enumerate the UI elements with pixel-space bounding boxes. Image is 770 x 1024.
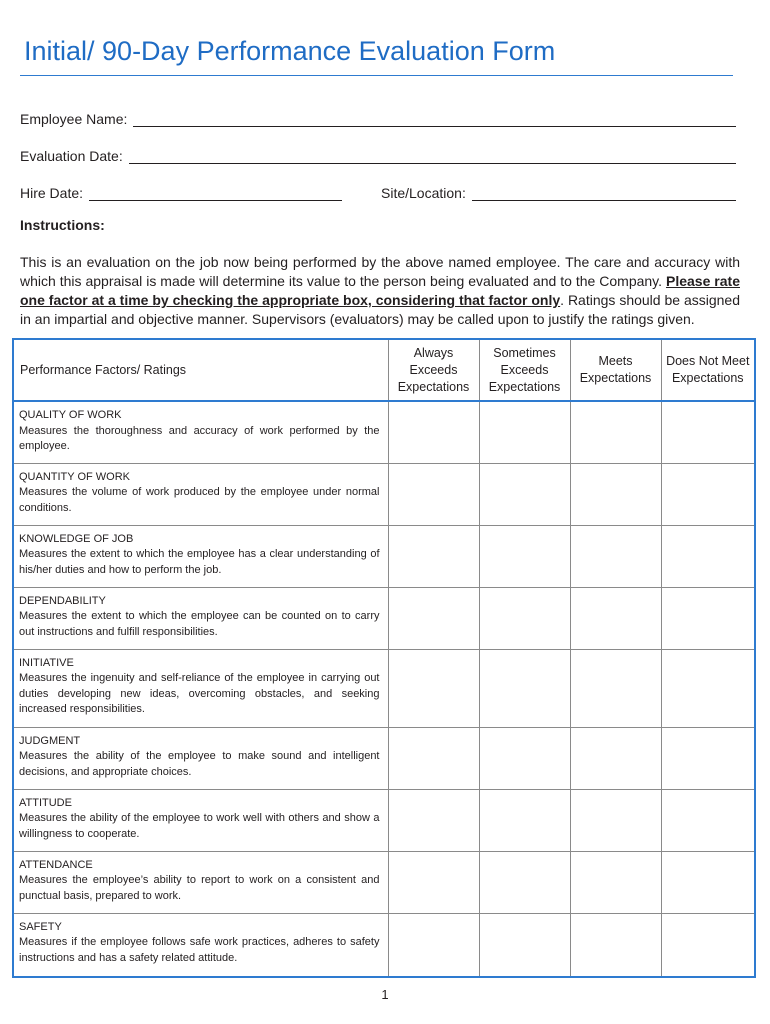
page-number: 1: [381, 987, 389, 1002]
rating-box-meets[interactable]: [570, 587, 661, 649]
rating-box-sometimes-exceeds[interactable]: [479, 401, 570, 463]
rating-header-always-exceeds: Always Exceeds Expectations: [388, 339, 479, 401]
rating-box-does-not-meet[interactable]: [661, 913, 755, 977]
factor-cell: [13, 463, 388, 525]
ratings-table: [12, 338, 756, 978]
factor-row-safety: [13, 913, 755, 977]
site-location-line[interactable]: [472, 186, 736, 201]
factor-row-dependability: [13, 587, 755, 649]
factor-column-header: Performance Factors/ Ratings: [13, 339, 388, 401]
instructions-emphasis: Please rate one factor at a time by checking the appropriate box, considering that factor only: [20, 273, 740, 308]
rating-box-does-not-meet[interactable]: [661, 587, 755, 649]
factor-row-quantity: [13, 463, 755, 525]
factor-name: SAFETY: [19, 920, 62, 933]
factor-cell: [13, 727, 388, 789]
site-location-field[interactable]: [381, 183, 736, 201]
ratings-header-row: [13, 339, 755, 401]
rating-box-always-exceeds[interactable]: [388, 649, 479, 727]
factor-name: INITIATIVE: [19, 656, 74, 669]
rating-box-meets[interactable]: [570, 913, 661, 977]
factor-description: Measures the thoroughness and accuracy of work performed by the employee.: [19, 424, 380, 452]
rating-box-always-exceeds[interactable]: [388, 851, 479, 913]
rating-box-sometimes-exceeds[interactable]: [479, 587, 570, 649]
rating-box-does-not-meet[interactable]: [661, 525, 755, 587]
rating-box-sometimes-exceeds[interactable]: [479, 851, 570, 913]
rating-box-does-not-meet[interactable]: [661, 789, 755, 851]
rating-header-sometimes-exceeds: Sometimes Exceeds Expectations: [479, 339, 570, 401]
factor-description: Measures the ingenuity and self-reliance of the employee in carrying out duties developing new ideas, overcoming obstacles, and seeking increased responsibilities.: [19, 672, 380, 715]
rating-header-meets: Meets Expectations: [570, 339, 661, 401]
hire-date-field[interactable]: [20, 183, 342, 201]
rating-box-sometimes-exceeds[interactable]: [479, 525, 570, 587]
factor-name: QUANTITY OF WORK: [19, 470, 131, 483]
rating-header-does-not-meet: Does Not Meet Expectations: [661, 339, 755, 401]
rating-box-meets[interactable]: [570, 463, 661, 525]
rating-box-does-not-meet[interactable]: [661, 851, 755, 913]
rating-box-does-not-meet[interactable]: [661, 401, 755, 463]
factor-cell: [13, 401, 388, 463]
factor-description: Measures the volume of work produced by the employee under normal conditions.: [19, 486, 380, 514]
factor-row-attendance: [13, 851, 755, 913]
factor-name: QUALITY OF WORK: [19, 409, 122, 421]
instructions-text: [20, 253, 740, 329]
rating-box-always-exceeds[interactable]: [388, 789, 479, 851]
factor-cell: [13, 525, 388, 587]
evaluation-date-label: Evaluation Date:: [20, 148, 123, 164]
factor-name: ATTITUDE: [19, 796, 72, 809]
rating-box-meets[interactable]: [570, 649, 661, 727]
evaluation-date-line[interactable]: [129, 149, 736, 164]
rating-box-sometimes-exceeds[interactable]: [479, 727, 570, 789]
instructions-text-before: This is an evaluation on the job now being performed by the above named employee. The care and accuracy with which this appraisal is made will determine its value to the person being evaluated and to the Company.: [20, 254, 740, 289]
instructions-text-after: . Ratings should be assigned in an impartial and objective manner. Supervisors (evaluators) may be called upon to justify the ratings given.: [20, 292, 741, 327]
rating-box-always-exceeds[interactable]: [388, 913, 479, 977]
rating-box-always-exceeds[interactable]: [388, 401, 479, 463]
hire-date-label: Hire Date:: [20, 185, 84, 201]
factor-cell: [13, 649, 388, 727]
form-title: Initial/ 90-Day Performance Evaluation Form: [24, 36, 556, 66]
factor-description: Measures the employee’s ability to report to work on a consistent and punctual basis, prepared to work.: [19, 874, 380, 902]
instructions-heading: Instructions:: [20, 217, 105, 233]
factor-description: Measures the extent to which the employee can be counted on to carry out instructions and fulfill responsibilities.: [19, 610, 380, 638]
rating-box-meets[interactable]: [570, 789, 661, 851]
rating-box-always-exceeds[interactable]: [388, 463, 479, 525]
employee-name-label: Employee Name:: [20, 111, 128, 127]
factor-row-quality: [13, 401, 755, 463]
rating-box-sometimes-exceeds[interactable]: [479, 463, 570, 525]
factor-row-knowledge: [13, 525, 755, 587]
factor-name: DEPENDABILITY: [19, 594, 106, 607]
factor-row-initiative: [13, 649, 755, 727]
factor-description: Measures the extent to which the employee has a clear understanding of his/her duties and how to perform the job.: [19, 548, 380, 576]
rating-box-does-not-meet[interactable]: [661, 463, 755, 525]
factor-name: KNOWLEDGE OF JOB: [19, 532, 134, 545]
evaluation-date-field[interactable]: [20, 146, 736, 164]
title-divider: [20, 75, 733, 76]
rating-box-sometimes-exceeds[interactable]: [479, 649, 570, 727]
employee-name-line[interactable]: [133, 112, 736, 127]
factor-description: Measures the ability of the employee to make sound and intelligent decisions, and appropriate choices.: [19, 750, 380, 778]
rating-box-meets[interactable]: [570, 525, 661, 587]
factor-cell: [13, 789, 388, 851]
employee-name-field[interactable]: [20, 109, 736, 127]
rating-box-always-exceeds[interactable]: [388, 587, 479, 649]
factor-name: ATTENDANCE: [19, 858, 93, 871]
hire-date-line[interactable]: [89, 186, 342, 201]
factor-description: Measures if the employee follows safe work practices, adheres to safety instructions and has a safety related attitude.: [19, 936, 380, 964]
rating-box-sometimes-exceeds[interactable]: [479, 789, 570, 851]
factor-row-judgment: [13, 727, 755, 789]
site-location-label: Site/Location:: [381, 185, 466, 201]
rating-box-always-exceeds[interactable]: [388, 727, 479, 789]
factor-name: JUDGMENT: [19, 734, 81, 747]
rating-box-sometimes-exceeds[interactable]: [479, 913, 570, 977]
rating-box-meets[interactable]: [570, 401, 661, 463]
factor-cell: [13, 851, 388, 913]
factor-row-attitude: [13, 789, 755, 851]
factor-description: Measures the ability of the employee to work well with others and show a willingness to cooperate.: [19, 812, 380, 840]
rating-box-meets[interactable]: [570, 727, 661, 789]
rating-box-does-not-meet[interactable]: [661, 727, 755, 789]
rating-box-always-exceeds[interactable]: [388, 525, 479, 587]
factor-cell: [13, 913, 388, 977]
factor-cell: [13, 587, 388, 649]
rating-box-meets[interactable]: [570, 851, 661, 913]
rating-box-does-not-meet[interactable]: [661, 649, 755, 727]
